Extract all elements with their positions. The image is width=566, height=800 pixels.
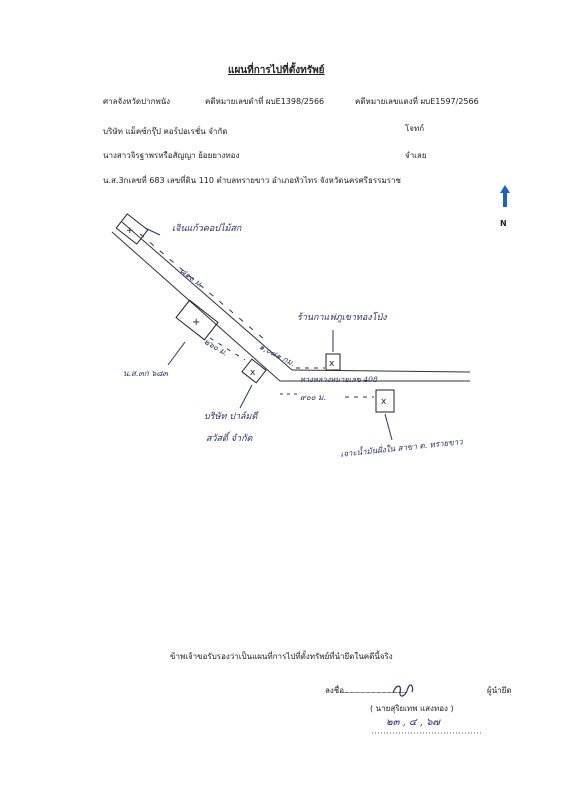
defendant-role: จำเลย: [405, 151, 427, 160]
shop-label: ร้านกาแฟภูเขาทองโป่ง: [297, 313, 387, 323]
red-case-number: คดีหมายเลขแดงที่ ผบE1597/2566: [355, 97, 479, 106]
bottom-right-cross: x: [381, 397, 387, 407]
signature-date: ๒๓ , ๔ , ๖๗: [386, 717, 440, 728]
dist-parcel-label: ๒๖๐ ม.: [202, 337, 230, 358]
parcel-cross: +: [192, 317, 201, 328]
signer-name: ( นายสุริยเทพ แสงทอง ): [370, 704, 454, 713]
parcel-label: น.ส.๓ก ๖๘๓: [123, 369, 169, 378]
top-neighbor-label: เจินแก้วคอปไม้สก: [172, 224, 242, 234]
sign-suffix: ผู้นำยึด: [487, 686, 512, 695]
company-label-line-1: บริษัท ปาล์มดี: [204, 412, 258, 422]
company-pointer: [240, 385, 252, 408]
sign-dotted-line: ...................................................: [343, 687, 406, 695]
shop-cross: x: [329, 359, 335, 369]
company-cross: x: [250, 368, 256, 378]
top-neighbor-pointer: [145, 228, 160, 235]
page-title: แผนที่การไปที่ตั้งทรัพย์: [228, 65, 325, 76]
black-case-number: คดีหมายเลขดำที่ ผบE1398/2566: [205, 97, 325, 106]
defendant-name: นางสาวจิรฐาพรหรือสัญญา ย้อยยางทอง: [103, 151, 240, 160]
top-neighbor-cross: +: [126, 226, 134, 236]
dist-total-label: ๑,๐๘๑ กม.: [257, 342, 297, 369]
diagonal-road-edge-1: [112, 232, 280, 381]
plaintiff-role: โจทก์: [405, 124, 425, 133]
bottom-right-pointer: [385, 414, 392, 440]
road-label: ทางหลวงหมายเลข 408: [300, 375, 378, 384]
north-label: N: [500, 219, 507, 228]
highway-edge-top: [292, 370, 470, 372]
company-label-line-2: สวัสดิ์ จำกัด: [206, 434, 253, 444]
distance-dash-upper: [140, 234, 265, 340]
bottom-right-label: เจาะน้ำมันฝั่งใน สาขา ต. ทรายขาว: [340, 437, 464, 459]
property-description: น.ส.3กเลขที่ 683 เลขที่ดิน 110 ตำบลทรายขาว อำเภอหัวไทร จังหวัดนครศรีธรรมราช: [103, 176, 401, 185]
plaintiff-name: บริษัท แม็คซ์กรุ๊ป คอร์ปอเรชั่น จำกัด: [103, 127, 228, 136]
dist-road-label: ๙๐๐ ม.: [300, 393, 326, 402]
sign-prefix: ลงชื่อ: [325, 686, 345, 695]
certification-text: ข้าพเจ้าขอรับรองว่าเป็นแผนที่การไปที่ตั้งทรัพย์ที่นำยึดในคดีนี้จริง: [170, 652, 393, 661]
date-underline: [372, 730, 482, 736]
court-name: ศาลจังหวัดปากพนัง: [103, 97, 171, 106]
parcel-pointer: [168, 342, 185, 365]
dist-top-label: ๘๑๐ ม.: [178, 266, 205, 290]
